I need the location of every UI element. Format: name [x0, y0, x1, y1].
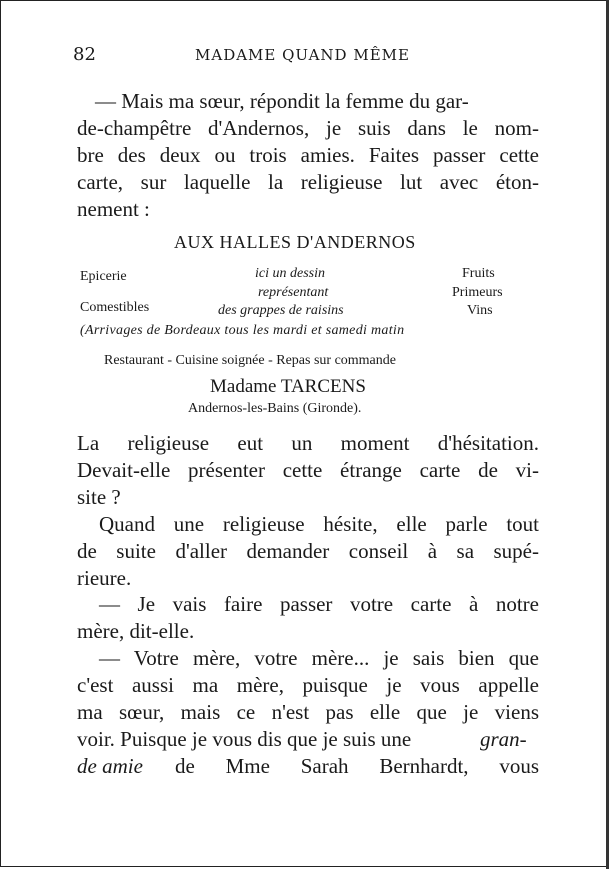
card-left-item: Comestibles [80, 300, 150, 315]
card-right-item: Primeurs [452, 285, 503, 300]
text-line: rieure. [77, 566, 132, 590]
text-line: bre des deux ou trois amies. Faites passer cette [77, 143, 539, 167]
card-right-item: Fruits [462, 266, 495, 281]
page-edge [606, 0, 609, 869]
text-line: de suite d'aller demander conseil à sa supé- [77, 539, 539, 563]
running-title: MADAME QUAND MÊME [195, 46, 410, 64]
text-line: Quand une religieuse hésite, elle parle tout [99, 512, 539, 536]
text-line: voir. Puisque je vous dis que je suis une [77, 727, 412, 751]
card-center-item: ici un dessin [255, 266, 325, 281]
card-left-item: Epicerie [80, 269, 127, 284]
business-card [80, 232, 540, 422]
card-address: Andernos-les-Bains (Gironde). [188, 401, 362, 416]
text-line: — Mais ma sœur, répondit la femme du gar- [95, 89, 469, 113]
text-line: carte, sur laquelle la religieuse lut avec éton- [77, 170, 539, 194]
text-line-italic: gran- [480, 727, 527, 751]
text-line: mère, dit-elle. [77, 619, 195, 643]
page-number: 82 [73, 44, 96, 65]
text-line: de-champêtre d'Andernos, je suis dans le nom- [77, 116, 539, 140]
card-right-item: Vins [467, 303, 493, 318]
text-line: — Votre mère, votre mère... je sais bien que [99, 646, 539, 670]
card-name: Madame TARCENS [210, 376, 366, 397]
text-line: La religieuse eut un moment d'hésitation. [77, 431, 539, 455]
card-services: Restaurant - Cuisine soignée - Repas sur commande [104, 353, 396, 368]
text-line: nement : [77, 197, 150, 221]
text-line-italic: de amie [77, 754, 143, 778]
text-line: de Mme Sarah Bernhardt, vous [175, 754, 539, 778]
text-line: site ? [77, 485, 121, 509]
card-arrivals: (Arrivages de Bordeaux tous les mardi et samedi matin [80, 323, 405, 338]
card-center-item: des grappes de raisins [218, 303, 344, 318]
card-center-item: représentant [258, 285, 329, 300]
text-line: Devait-elle présenter cette étrange carte de vi- [77, 458, 539, 482]
text-line: ma sœur, mais ce n'est pas elle que je viens [77, 700, 539, 724]
text-line: — Je vais faire passer votre carte à notre [99, 592, 539, 616]
card-title: AUX HALLES D'ANDERNOS [174, 232, 416, 252]
text-line: c'est aussi ma mère, puisque je vous appelle [77, 673, 539, 697]
running-header [73, 44, 543, 68]
